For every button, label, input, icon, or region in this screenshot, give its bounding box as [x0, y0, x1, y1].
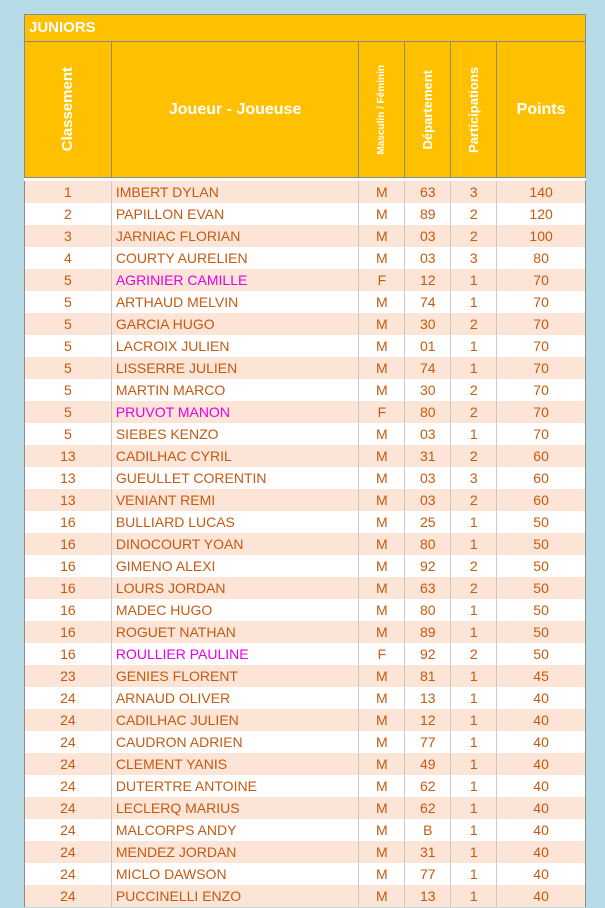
table-row[interactable] — [25, 863, 586, 885]
cell-player[interactable]: PRUVOT MANON — [112, 401, 360, 423]
cell-points[interactable]: 100 — [497, 225, 586, 247]
table-row[interactable] — [25, 555, 586, 577]
cell-sex[interactable]: M — [359, 577, 405, 599]
cell-department[interactable]: 03 — [405, 467, 451, 489]
table-row[interactable] — [25, 445, 586, 467]
cell-player[interactable]: CAUDRON ADRIEN — [112, 731, 360, 753]
cell-rank[interactable]: 4 — [25, 247, 112, 269]
cell-sex[interactable]: M — [359, 291, 405, 313]
cell-sex[interactable]: M — [359, 863, 405, 885]
cell-points[interactable]: 80 — [497, 247, 586, 269]
cell-sex[interactable]: F — [359, 643, 405, 665]
cell-rank[interactable]: 5 — [25, 313, 112, 335]
cell-player[interactable]: BULLIARD LUCAS — [112, 511, 360, 533]
cell-sex[interactable]: F — [359, 269, 405, 291]
cell-participations[interactable]: 1 — [451, 335, 497, 357]
cell-department[interactable]: 03 — [405, 423, 451, 445]
table-row[interactable] — [25, 489, 586, 511]
cell-player[interactable]: LECLERQ MARIUS — [112, 797, 360, 819]
cell-rank[interactable]: 1 — [25, 181, 112, 203]
cell-department[interactable]: 62 — [405, 797, 451, 819]
table-row[interactable] — [25, 533, 586, 555]
cell-sex[interactable]: M — [359, 203, 405, 225]
cell-points[interactable]: 50 — [497, 621, 586, 643]
table-row[interactable] — [25, 797, 586, 819]
standings-sheet — [24, 14, 586, 907]
cell-department[interactable]: 92 — [405, 555, 451, 577]
cell-sex[interactable]: M — [359, 819, 405, 841]
table-row[interactable] — [25, 841, 586, 863]
cell-player[interactable]: GUEULLET CORENTIN — [112, 467, 360, 489]
cell-department[interactable]: 63 — [405, 181, 451, 203]
cell-participations[interactable]: 1 — [451, 423, 497, 445]
cell-player[interactable]: MICLO DAWSON — [112, 863, 360, 885]
cell-sex[interactable]: M — [359, 555, 405, 577]
table-row[interactable] — [25, 885, 586, 907]
cell-points[interactable]: 70 — [497, 423, 586, 445]
table-row[interactable] — [25, 335, 586, 357]
cell-player[interactable]: IMBERT DYLAN — [112, 181, 360, 203]
cell-rank[interactable]: 16 — [25, 621, 112, 643]
cell-department[interactable]: 25 — [405, 511, 451, 533]
cell-department[interactable]: 77 — [405, 863, 451, 885]
table-row[interactable] — [25, 511, 586, 533]
cell-department[interactable]: 03 — [405, 225, 451, 247]
cell-rank[interactable]: 16 — [25, 577, 112, 599]
cell-sex[interactable]: M — [359, 885, 405, 907]
cell-rank[interactable]: 5 — [25, 291, 112, 313]
cell-points[interactable]: 40 — [497, 885, 586, 907]
cell-player[interactable]: GENIES FLORENT — [112, 665, 360, 687]
cell-participations[interactable]: 2 — [451, 225, 497, 247]
cell-points[interactable]: 140 — [497, 181, 586, 203]
cell-rank[interactable]: 5 — [25, 423, 112, 445]
cell-player[interactable]: LACROIX JULIEN — [112, 335, 360, 357]
cell-department[interactable]: 03 — [405, 489, 451, 511]
cell-player[interactable]: DINOCOURT YOAN — [112, 533, 360, 555]
table-row[interactable] — [25, 181, 586, 203]
cell-sex[interactable]: M — [359, 379, 405, 401]
cell-player[interactable]: MARTIN MARCO — [112, 379, 360, 401]
cell-points[interactable]: 40 — [497, 687, 586, 709]
cell-department[interactable]: 12 — [405, 709, 451, 731]
cell-player[interactable]: JARNIAC FLORIAN — [112, 225, 360, 247]
cell-participations[interactable]: 1 — [451, 841, 497, 863]
table-row[interactable] — [25, 225, 586, 247]
cell-participations[interactable]: 1 — [451, 753, 497, 775]
cell-sex[interactable]: M — [359, 797, 405, 819]
cell-participations[interactable]: 2 — [451, 643, 497, 665]
cell-points[interactable]: 70 — [497, 335, 586, 357]
cell-sex[interactable]: M — [359, 313, 405, 335]
cell-participations[interactable]: 1 — [451, 269, 497, 291]
header-points-label: Points — [516, 100, 566, 118]
cell-rank[interactable]: 24 — [25, 753, 112, 775]
cell-participations[interactable]: 1 — [451, 709, 497, 731]
cell-sex[interactable]: M — [359, 445, 405, 467]
cell-sex[interactable]: M — [359, 621, 405, 643]
cell-player[interactable]: ROGUET NATHAN — [112, 621, 360, 643]
cell-rank[interactable]: 2 — [25, 203, 112, 225]
cell-department[interactable]: 74 — [405, 291, 451, 313]
cell-participations[interactable]: 2 — [451, 379, 497, 401]
cell-rank[interactable]: 13 — [25, 467, 112, 489]
cell-participations[interactable]: 1 — [451, 511, 497, 533]
cell-points[interactable]: 40 — [497, 819, 586, 841]
cell-rank[interactable]: 13 — [25, 445, 112, 467]
cell-rank[interactable]: 24 — [25, 797, 112, 819]
cell-rank[interactable]: 16 — [25, 555, 112, 577]
table-row[interactable] — [25, 665, 586, 687]
cell-sex[interactable]: M — [359, 533, 405, 555]
cell-participations[interactable]: 3 — [451, 247, 497, 269]
cell-sex[interactable]: M — [359, 423, 405, 445]
cell-sex[interactable]: M — [359, 599, 405, 621]
cell-department[interactable]: B — [405, 819, 451, 841]
header-player[interactable] — [112, 42, 360, 177]
cell-rank[interactable]: 16 — [25, 599, 112, 621]
table-row[interactable] — [25, 599, 586, 621]
cell-points[interactable]: 40 — [497, 863, 586, 885]
header-sex-label: Masculin / Féminin — [376, 64, 388, 155]
cell-department[interactable]: 13 — [405, 885, 451, 907]
cell-player[interactable]: DUTERTRE ANTOINE — [112, 775, 360, 797]
cell-points[interactable]: 50 — [497, 533, 586, 555]
cell-department[interactable]: 49 — [405, 753, 451, 775]
cell-points[interactable]: 40 — [497, 775, 586, 797]
header-points[interactable] — [497, 42, 586, 177]
cell-points[interactable]: 40 — [497, 731, 586, 753]
cell-points[interactable]: 120 — [497, 203, 586, 225]
table-body — [24, 181, 586, 907]
cell-participations[interactable]: 2 — [451, 555, 497, 577]
cell-department[interactable]: 30 — [405, 379, 451, 401]
cell-points[interactable]: 40 — [497, 709, 586, 731]
cell-department[interactable]: 74 — [405, 357, 451, 379]
cell-participations[interactable]: 1 — [451, 599, 497, 621]
sheet-title: JUNIORS — [24, 14, 586, 42]
cell-rank[interactable]: 24 — [25, 863, 112, 885]
cell-participations[interactable]: 2 — [451, 577, 497, 599]
cell-player[interactable]: ARTHAUD MELVIN — [112, 291, 360, 313]
cell-sex[interactable]: M — [359, 335, 405, 357]
cell-points[interactable]: 40 — [497, 753, 586, 775]
cell-department[interactable]: 01 — [405, 335, 451, 357]
header-sex[interactable] — [359, 42, 405, 177]
cell-player[interactable]: GIMENO ALEXI — [112, 555, 360, 577]
header-department[interactable] — [405, 42, 451, 177]
cell-participations[interactable]: 1 — [451, 357, 497, 379]
cell-rank[interactable]: 16 — [25, 643, 112, 665]
cell-points[interactable]: 60 — [497, 445, 586, 467]
header-player-label: Joueur - Joueuse — [168, 100, 302, 118]
table-row[interactable] — [25, 203, 586, 225]
cell-sex[interactable]: M — [359, 489, 405, 511]
cell-participations[interactable]: 1 — [451, 863, 497, 885]
cell-department[interactable]: 89 — [405, 203, 451, 225]
cell-rank[interactable]: 13 — [25, 489, 112, 511]
cell-department[interactable]: 81 — [405, 665, 451, 687]
cell-points[interactable]: 40 — [497, 841, 586, 863]
table-row[interactable] — [25, 643, 586, 665]
table-row[interactable] — [25, 291, 586, 313]
cell-participations[interactable]: 1 — [451, 885, 497, 907]
cell-rank[interactable]: 24 — [25, 885, 112, 907]
cell-player[interactable]: LISSERRE JULIEN — [112, 357, 360, 379]
cell-participations[interactable]: 2 — [451, 401, 497, 423]
cell-participations[interactable]: 2 — [451, 203, 497, 225]
cell-player[interactable]: MENDEZ JORDAN — [112, 841, 360, 863]
cell-participations[interactable]: 3 — [451, 181, 497, 203]
cell-player[interactable]: COURTY AURELIEN — [112, 247, 360, 269]
cell-department[interactable]: 03 — [405, 247, 451, 269]
cell-rank[interactable]: 5 — [25, 269, 112, 291]
cell-points[interactable]: 60 — [497, 489, 586, 511]
header-rank[interactable] — [25, 42, 112, 177]
table-row[interactable] — [25, 357, 586, 379]
cell-points[interactable]: 50 — [497, 511, 586, 533]
cell-department[interactable]: 92 — [405, 643, 451, 665]
cell-player[interactable]: ARNAUD OLIVER — [112, 687, 360, 709]
cell-rank[interactable]: 24 — [25, 731, 112, 753]
table-row[interactable] — [25, 819, 586, 841]
cell-points[interactable]: 50 — [497, 643, 586, 665]
cell-rank[interactable]: 16 — [25, 533, 112, 555]
cell-points[interactable]: 70 — [497, 269, 586, 291]
cell-points[interactable]: 50 — [497, 599, 586, 621]
cell-participations[interactable]: 1 — [451, 819, 497, 841]
cell-participations[interactable]: 1 — [451, 291, 497, 313]
cell-player[interactable]: MADEC HUGO — [112, 599, 360, 621]
cell-participations[interactable]: 1 — [451, 687, 497, 709]
table-row[interactable] — [25, 401, 586, 423]
header-participations-label: Participations — [466, 66, 482, 153]
cell-rank[interactable]: 3 — [25, 225, 112, 247]
cell-points[interactable]: 40 — [497, 797, 586, 819]
cell-player[interactable]: SIEBES KENZO — [112, 423, 360, 445]
cell-sex[interactable]: M — [359, 511, 405, 533]
cell-points[interactable]: 70 — [497, 313, 586, 335]
cell-department[interactable]: 77 — [405, 731, 451, 753]
table-row[interactable] — [25, 423, 586, 445]
cell-participations[interactable]: 1 — [451, 621, 497, 643]
cell-player[interactable]: CADILHAC CYRIL — [112, 445, 360, 467]
cell-sex[interactable]: M — [359, 841, 405, 863]
cell-rank[interactable]: 16 — [25, 511, 112, 533]
cell-points[interactable]: 70 — [497, 291, 586, 313]
cell-department[interactable]: 31 — [405, 841, 451, 863]
header-rank-label: Classement — [59, 67, 77, 152]
cell-sex[interactable]: M — [359, 467, 405, 489]
cell-participations[interactable]: 1 — [451, 533, 497, 555]
cell-department[interactable]: 30 — [405, 313, 451, 335]
cell-rank[interactable]: 24 — [25, 841, 112, 863]
cell-player[interactable]: AGRINIER CAMILLE — [112, 269, 360, 291]
cell-sex[interactable]: M — [359, 247, 405, 269]
cell-sex[interactable]: M — [359, 665, 405, 687]
cell-player[interactable]: ROULLIER PAULINE — [112, 643, 360, 665]
cell-points[interactable]: 70 — [497, 379, 586, 401]
header-participations[interactable] — [451, 42, 497, 177]
cell-rank[interactable]: 24 — [25, 819, 112, 841]
cell-points[interactable]: 45 — [497, 665, 586, 687]
cell-sex[interactable]: M — [359, 775, 405, 797]
cell-points[interactable]: 50 — [497, 555, 586, 577]
table-row[interactable] — [25, 753, 586, 775]
cell-rank[interactable]: 23 — [25, 665, 112, 687]
cell-participations[interactable]: 1 — [451, 797, 497, 819]
cell-player[interactable]: GARCIA HUGO — [112, 313, 360, 335]
cell-player[interactable]: CLEMENT YANIS — [112, 753, 360, 775]
cell-player[interactable]: PAPILLON EVAN — [112, 203, 360, 225]
table-row[interactable] — [25, 709, 586, 731]
cell-sex[interactable]: M — [359, 687, 405, 709]
cell-participations[interactable]: 1 — [451, 775, 497, 797]
table-row[interactable] — [25, 379, 586, 401]
cell-department[interactable]: 80 — [405, 533, 451, 555]
cell-sex[interactable]: M — [359, 181, 405, 203]
table-row[interactable] — [25, 467, 586, 489]
cell-points[interactable]: 50 — [497, 577, 586, 599]
table-row[interactable] — [25, 687, 586, 709]
cell-player[interactable]: MALCORPS ANDY — [112, 819, 360, 841]
cell-department[interactable]: 12 — [405, 269, 451, 291]
cell-sex[interactable]: M — [359, 709, 405, 731]
cell-rank[interactable]: 24 — [25, 775, 112, 797]
cell-player[interactable]: LOURS JORDAN — [112, 577, 360, 599]
table-row[interactable] — [25, 247, 586, 269]
table-row[interactable] — [25, 269, 586, 291]
cell-sex[interactable]: F — [359, 401, 405, 423]
cell-player[interactable]: CADILHAC JULIEN — [112, 709, 360, 731]
cell-department[interactable]: 31 — [405, 445, 451, 467]
cell-department[interactable]: 13 — [405, 687, 451, 709]
cell-points[interactable]: 60 — [497, 467, 586, 489]
table-row[interactable] — [25, 577, 586, 599]
table-row[interactable] — [25, 731, 586, 753]
table-row[interactable] — [25, 621, 586, 643]
cell-player[interactable]: VENIANT REMI — [112, 489, 360, 511]
cell-participations[interactable]: 3 — [451, 467, 497, 489]
table-row[interactable] — [25, 313, 586, 335]
cell-department[interactable]: 80 — [405, 401, 451, 423]
cell-sex[interactable]: M — [359, 753, 405, 775]
cell-rank[interactable]: 5 — [25, 379, 112, 401]
cell-department[interactable]: 89 — [405, 621, 451, 643]
cell-rank[interactable]: 24 — [25, 687, 112, 709]
header-department-label: Département — [420, 69, 436, 150]
cell-rank[interactable]: 5 — [25, 401, 112, 423]
cell-participations[interactable]: 2 — [451, 313, 497, 335]
cell-player[interactable]: PUCCINELLI ENZO — [112, 885, 360, 907]
cell-sex[interactable]: M — [359, 357, 405, 379]
cell-rank[interactable]: 5 — [25, 335, 112, 357]
cell-participations[interactable]: 2 — [451, 489, 497, 511]
cell-rank[interactable]: 24 — [25, 709, 112, 731]
cell-participations[interactable]: 1 — [451, 665, 497, 687]
cell-department[interactable]: 63 — [405, 577, 451, 599]
cell-points[interactable]: 70 — [497, 357, 586, 379]
cell-department[interactable]: 62 — [405, 775, 451, 797]
cell-points[interactable]: 70 — [497, 401, 586, 423]
cell-participations[interactable]: 1 — [451, 731, 497, 753]
table-row[interactable] — [25, 775, 586, 797]
cell-participations[interactable]: 2 — [451, 445, 497, 467]
cell-sex[interactable]: M — [359, 225, 405, 247]
cell-sex[interactable]: M — [359, 731, 405, 753]
table-header — [24, 42, 586, 178]
cell-rank[interactable]: 5 — [25, 357, 112, 379]
cell-department[interactable]: 80 — [405, 599, 451, 621]
